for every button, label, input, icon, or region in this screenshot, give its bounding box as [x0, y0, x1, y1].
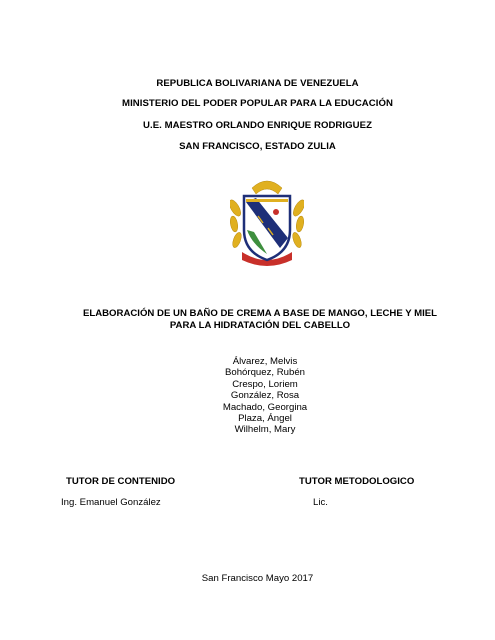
footer-place-date: San Francisco Mayo 2017 — [201, 573, 314, 584]
header-line-location: SAN FRANCISCO, ESTADO ZULIA — [179, 141, 336, 152]
author-name: Crespo, Loriem — [232, 378, 298, 390]
author-list — [195, 356, 335, 436]
content-tutor-label: TUTOR DE CONTENIDO — [66, 476, 176, 487]
methodology-tutor-label: TUTOR METODOLOGICO — [299, 476, 415, 487]
author-name: Bohórquez, Rubén — [224, 367, 305, 379]
content-tutor-name: Ing. Emanuel González — [61, 497, 161, 508]
author-name: Plaza, Ángel — [238, 413, 292, 425]
methodology-tutor-name: Lic. — [313, 497, 328, 508]
author-name: Wilhelm, Mary — [234, 424, 296, 436]
document-title-line-2: PARA LA HIDRATACIÓN DEL CABELLO — [169, 320, 351, 331]
author-name: González, Rosa — [230, 390, 300, 402]
document-title-line-1: ELABORACIÓN DE UN BAÑO DE CREMA A BASE DE MANGO, LECHE Y MIEL — [82, 308, 438, 319]
author-name: Álvarez, Melvis — [232, 356, 298, 367]
header-line-ministry: MINISTERIO DEL PODER POPULAR PARA LA EDUCACIÓN — [122, 98, 393, 109]
school-crest-icon — [230, 168, 304, 272]
header-line-school: U.E. MAESTRO ORLANDO ENRIQUE RODRIGUEZ — [143, 120, 372, 131]
author-name: Machado, Georgina — [222, 401, 308, 413]
header-line-republic: REPUBLICA BOLIVARIANA DE VENEZUELA — [156, 78, 359, 89]
